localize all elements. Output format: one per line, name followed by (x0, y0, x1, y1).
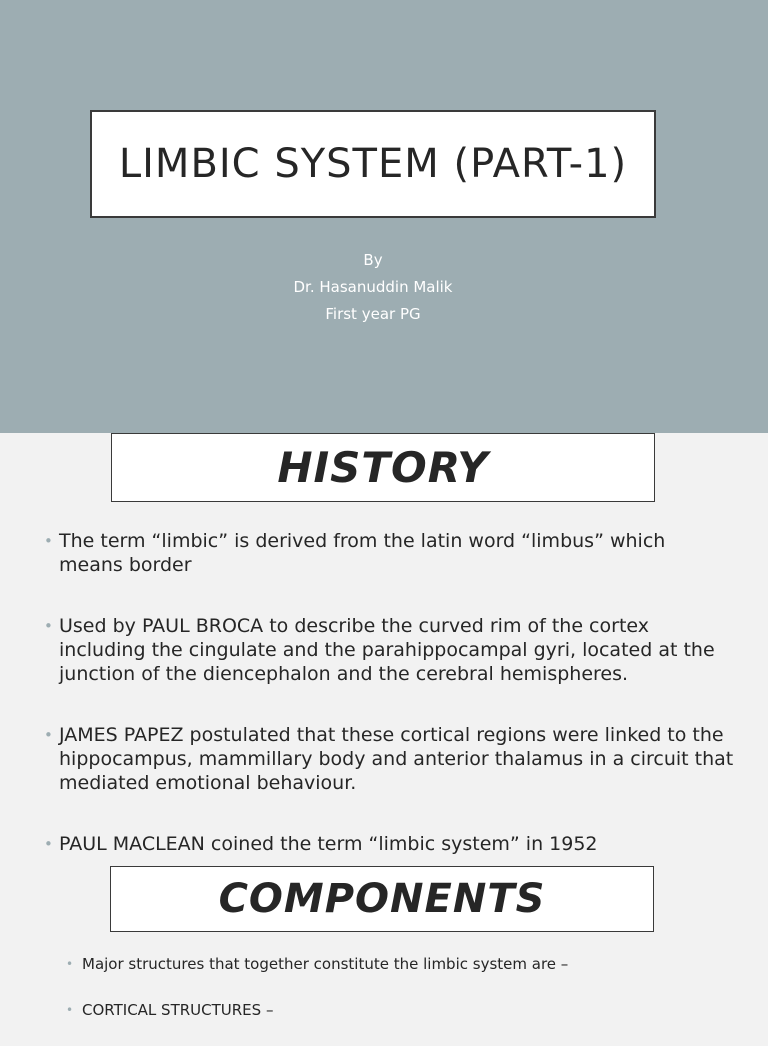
bullet-dot-icon: • (66, 1003, 74, 1017)
history-heading: HISTORY (277, 443, 489, 492)
title-slide (0, 0, 768, 433)
history-heading-box (111, 433, 655, 502)
subtitle-line-role: First year PG (325, 305, 421, 323)
components-bullet-list (66, 954, 746, 1046)
bullet-text: Major structures that together constitute the limbic system are – (82, 955, 569, 973)
subtitle-line-author: Dr. Hasanuddin Malik (293, 278, 453, 296)
bullet-text: The term “limbic” is derived from the latin word “limbus” which means border (59, 530, 666, 576)
bullet-dot-icon: • (44, 617, 53, 635)
subtitle-line-by: By (363, 251, 383, 269)
bullet-text: Used by PAUL BROCA to describe the curved rim of the cortex including the cingulate and the parahippocampal gyri, located at the junction of the diencephalon and the cerebral hemispheres. (59, 615, 715, 685)
list-item (44, 529, 734, 577)
list-item (44, 723, 734, 795)
bullet-dot-icon: • (44, 726, 53, 744)
title-box (90, 110, 656, 218)
bullet-text: CORTICAL STRUCTURES – (82, 1001, 274, 1019)
components-heading-box (110, 866, 654, 932)
presentation-subtitle (0, 247, 746, 328)
components-heading: COMPONENTS (218, 876, 546, 922)
bullet-text: JAMES PAPEZ postulated that these cortical regions were linked to the hippocampus, mammillary body and anterior thalamus in a circuit that mediated emotional behaviour. (59, 724, 734, 794)
presentation-title: LIMBIC SYSTEM (PART-1) (118, 141, 628, 187)
bullet-text: PAUL MACLEAN coined the term “limbic system” in 1952 (59, 833, 598, 855)
bullet-dot-icon: • (44, 835, 53, 853)
list-item (44, 832, 734, 856)
list-item (44, 614, 734, 686)
list-item (66, 1000, 746, 1020)
history-bullet-list (44, 529, 734, 856)
list-item (66, 954, 746, 974)
bullet-dot-icon: • (44, 532, 53, 550)
bullet-dot-icon: • (66, 957, 74, 971)
